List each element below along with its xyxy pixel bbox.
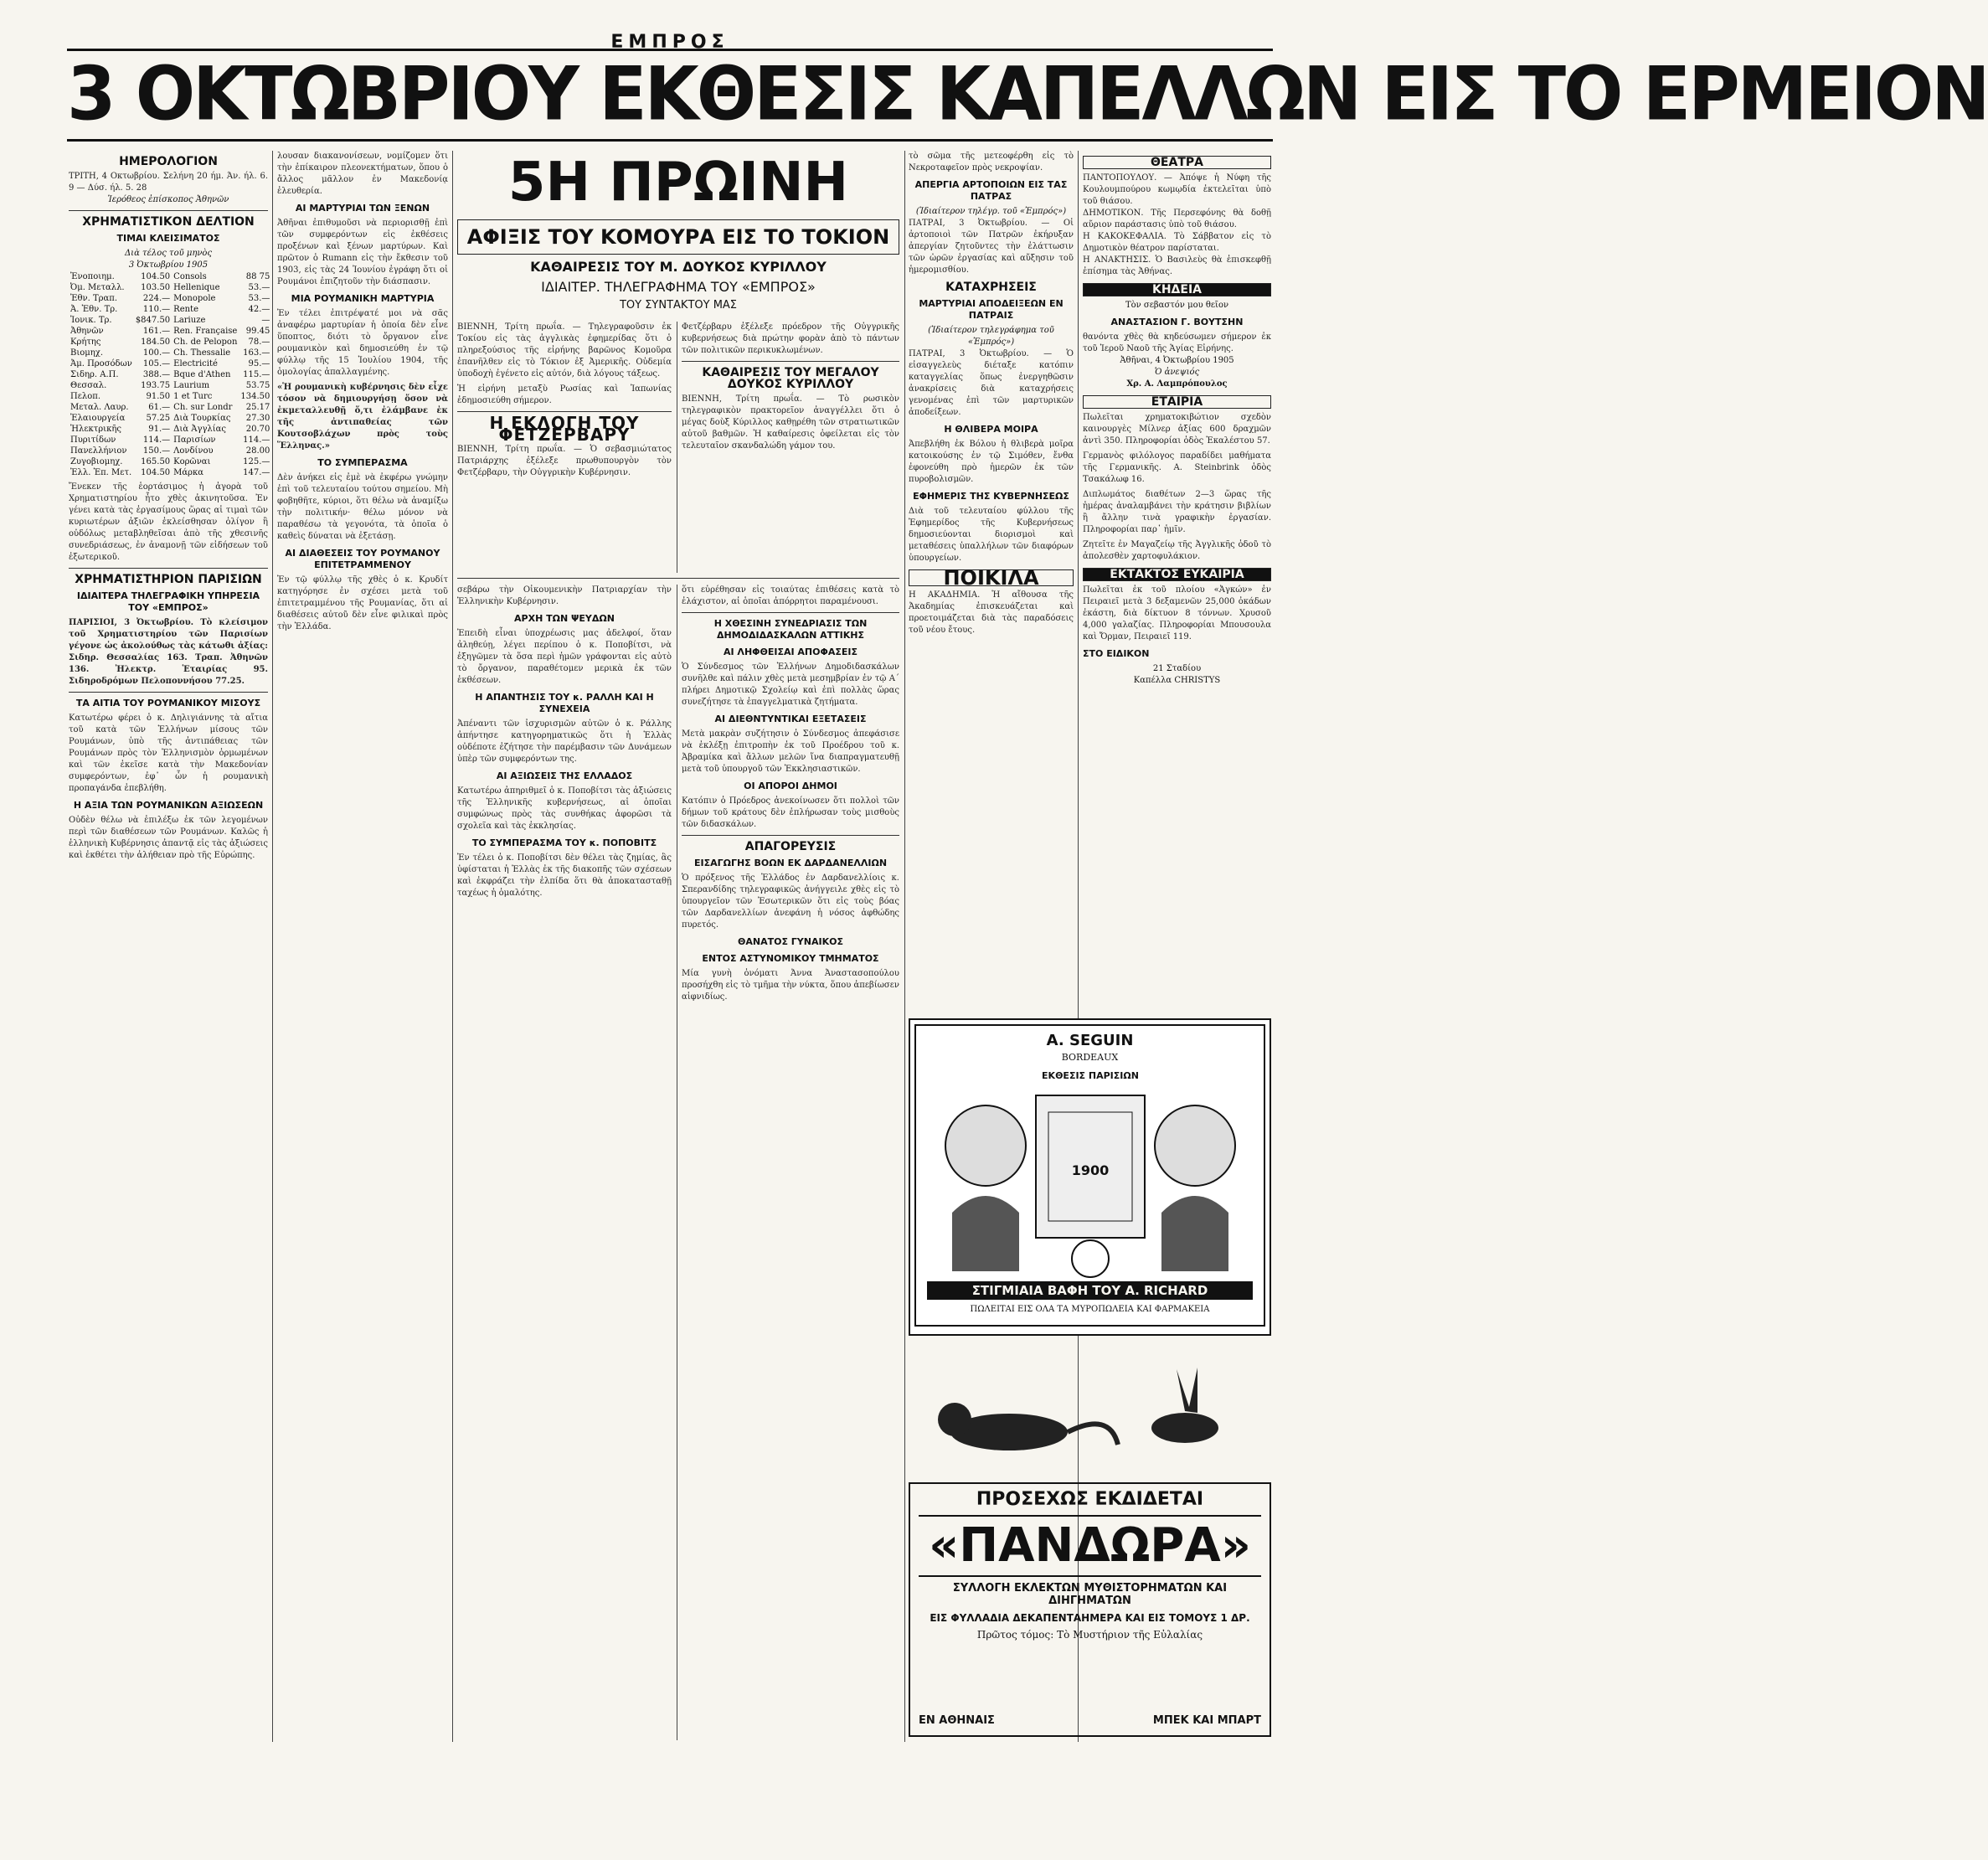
rates-cell: Παρισίων xyxy=(173,435,216,445)
col2-para-1: Ἀθῆναι ἐπιθυμοῦσι νὰ περιορισθῇ ἐπὶ τῶν συμφερόντων εἰς ἐκθέσεις προξένων καὶ ξένων μαρτύρων. Καὶ πρῶτον ὁ Rumann εἰς τὴν ἔκθεσιν τοῦ 1903, εἰς τὰς 24 Ἰουνίου ἐγράφη ὅτι οἱ Ρουμάνοι ἐπιζητοῦν τὴν διάσπασιν. xyxy=(277,219,448,286)
rates-row xyxy=(69,358,271,369)
theatra-title: ΘΕΑΤΡΑ xyxy=(1083,156,1271,169)
rates-cell: Ἐθν. Τραπ. xyxy=(70,294,118,303)
rates-cell: — xyxy=(261,316,270,325)
rates-row xyxy=(69,348,271,358)
rates-cell: 105.— xyxy=(142,359,171,368)
column-divider xyxy=(452,151,453,1742)
col3-para-2: Ἀπέναντι τῶν ἰσχυρισμῶν αὐτῶν ὁ κ. Ράλλης ἀπήντησε κατηγορηματικῶς ὅτι ἡ Ἑλλὰς οὐδέποτε ἐζήτησε τὴν παρέμβασιν τῶν Δυνάμεων ὑπὲρ τῶν συμφερόντων της. xyxy=(457,719,672,764)
center-rule xyxy=(457,578,899,579)
col5-para-5: Η ΑΚΑΔΗΜΙΑ. Ἡ αἴθουσα τῆς Ἀκαδημίας ἐπισκευάζεται καὶ προετοιμάζεται διὰ τὰς παραδόσεις τοῦ νέου ἔτους. xyxy=(909,590,1074,635)
divider xyxy=(682,361,899,362)
center-left-text-2: Ἡ εἰρήνη μεταξὺ Ρωσίας καὶ Ἰαπωνίας ἐδημοσιεύθη σήμερον. xyxy=(457,384,672,405)
rates-cell: 91.50 xyxy=(146,392,171,401)
rates-row xyxy=(69,456,271,467)
col4-heading-5: ΘΑΝΑΤΟΣ ΓΥΝΑΙΚΟΣ xyxy=(738,936,843,947)
rates-row xyxy=(69,413,271,424)
rates-cell: Hellenique xyxy=(173,283,220,292)
rates-cell: 388.— xyxy=(142,370,171,379)
headline: ΑΦΙΞΙΣ ΤΟΥ ΚΟΜΟΥΡΑ ΕΙΣ ΤΟ ΤΟΚΙΟΝ xyxy=(457,219,899,255)
rates-table xyxy=(69,271,271,478)
rates-cell: Monopole xyxy=(173,294,216,303)
center-right-text: Φετζέρβαρυ ἐξέλεξε πρόεδρον τῆς Οὐγγρικῆς κυβερνήσεως διὰ πρώτην φορὰν ἀπὸ τὸ πάντων τῶν πολιτικῶν περικυκλωμένων. xyxy=(682,322,899,355)
headline-big: 5Η ΠΡΩΙΝΗ xyxy=(507,152,849,214)
rates-cell: 99.45 xyxy=(245,327,270,336)
pandora-warning: ΠΡΟΣΕΧΩΣ ΕΚΔΙΔΕΤΑΙ xyxy=(976,1489,1204,1510)
divider xyxy=(69,568,268,569)
rates-cell: Διὰ Ἀγγλίας xyxy=(173,425,227,434)
rates-cell: Βιομηχ. xyxy=(70,348,104,358)
pandora-left: ΕΝ ΑΘΗΝΑΙΣ xyxy=(919,1714,995,1727)
etairia-title: ΕΤΑΙΡΙΑ xyxy=(1083,395,1271,409)
rates-cell: Ἀμ. Προσόδων xyxy=(70,359,132,368)
rates-cell: 150.— xyxy=(142,446,171,456)
rates-cell: Λονδίνου xyxy=(173,446,214,456)
column-5 xyxy=(909,151,1074,1005)
column-divider xyxy=(272,151,273,1742)
col5-para-1: ΠΑΤΡΑΙ, 3 Ὀκτωβρίου. — Οἱ ἀρτοποιοὶ τῶν Πατρῶν ἐκήρυξαν ἀπεργίαν ζητοῦντες τὴν ἐλάττωσιν τῶν ὡρῶν ἐργασίας καὶ αὔξησιν τοῦ ἡμερομισθίου. xyxy=(909,219,1074,275)
ad-place: BORDEAUX xyxy=(1061,1052,1119,1063)
rates-cell: 53.— xyxy=(248,283,270,292)
col4-heading-3: ΟΙ ΑΠΟΡΟΙ ΔΗΜΟΙ xyxy=(744,781,837,791)
calendar-text: ΤΡΙΤΗ, 4 Οκτωβρίου. Σελήνη 20 ήμ. Άν. ήλ. 6. 9 — Δύσ. ήλ. 5. 28 xyxy=(69,172,268,193)
col3-para-3: Κατωτέρω ἀπηριθμεῖ ὁ κ. Ποποβίτσι τὰς ἀξιώσεις τῆς Ἑλληνικῆς κυβερνήσεως, αἱ ὁποῖαι συμφώνως πρὸς τὰς συνθήκας ἀφορῶσι τὰ σχολεῖα καὶ τὰς ἐκκλησίας. xyxy=(457,786,672,831)
col5-para-4: Διὰ τοῦ τελευταίου φύλλου τῆς Ἐφημερίδος τῆς Κυβερνήσεως δημοσιεύονται διορισμοὶ καὶ μεταθέσεις ὑπαλλήλων τῶν διαφόρων ὑπουργείων. xyxy=(909,507,1074,563)
ad-brand: A. SEGUIN xyxy=(1046,1032,1134,1049)
col3-heading-4: ΤΟ ΣΥΜΠΕΡΑΣΜΑ ΤΟΥ κ. ΠΟΠΟΒΙΤΣ xyxy=(471,837,657,848)
rates-cell: 184.50 xyxy=(141,337,171,347)
pandora-right: ΜΠΕΚ ΚΑΙ ΜΠΑΡΤ xyxy=(1152,1714,1261,1727)
col5-heading-3: Η ΘΛΙΒΕΡΑ ΜΟΙΡΑ xyxy=(944,424,1038,435)
rates-row xyxy=(69,271,271,282)
col4-para-5: Μία γυνὴ ὀνόματι Ἀννα Ἀναστασοπούλου προσήχθη εἰς τὸ τμῆμα τὴν νύκτα, ὅπου ἀπεβίωσεν αἰφνιδίως. xyxy=(682,969,899,1002)
center-right xyxy=(682,322,899,573)
rates-cell: Ἀθηνῶν xyxy=(70,327,104,336)
rates-cell: Laurium xyxy=(173,381,210,390)
col2-para-4: Ἐν τῷ φύλλῳ τῆς χθὲς ὁ κ. Κρυδίτ κατηγόρησε ἐν σχέσει μετὰ τοῦ ἐπιτετραμμένου τῆς Ρουμανίας, ὅτι αἱ διαθέσεις αὐτοῦ δὲν εἶνε φιλικαὶ πρὸς τὴν Ἑλλάδα. xyxy=(277,575,448,631)
col3-para-1: Ἐπειδὴ εἶναι ὑποχρέωσις μας ἀδελφοί, ὅταν ἀληθεύῃ, λέγει περίπου ὁ κ. Ποποβίτσι, νὰ ἐξηγῶμεν τὰ ὅσα περὶ ἡμῶν γράφονται εἰς αὐτὸ τὸ ὄργανον, παραθέτομεν μερικὰ ἐκ τῶν ἐκθέσεων. xyxy=(457,629,672,685)
subhead-1: ΚΑΘΑΙΡΕΣΙΣ ΤΟΥ Μ. ΔΟΥΚΟΣ ΚΥΡΙΛΛΟΥ xyxy=(530,259,827,275)
rates-cell: 25.17 xyxy=(245,403,270,412)
diploma-text: Διπλωμάτος διαθέτων 2—3 ὥρας τῆς ἡμέρας ἀναλαμβάνει τὴν κράτησιν βιβλίων ἢ ἄλλην τινὰ γραφικὴν ἐργασίαν. Πληροφορίαι παρ᾽ ἡμῖν. xyxy=(1083,490,1271,534)
banner-bottom-rule xyxy=(67,139,1273,142)
col2-para-3: Δὲν ἀνήκει εἰς ἐμὲ νὰ ἐκφέρω γνώμην ἐπὶ τοῦ τελευταίου τούτου σημείου. Μὴ φοβηθῆτε, κύριοι, ὅτι θέλω νὰ ἀναμίξω τὴν πολιτικήν· θέλω μόνον νὰ παραθέσω τὰ γεγονότα, τὰ ὁποῖα ὁ καθεὶς δύναται νὰ ἐξετάσῃ. xyxy=(277,473,448,541)
banner-headline: 3 ΟΚΤΩΒΡΙΟΥ ΕΚΘΕΣΙΣ ΚΑΠΕΛΛΩΝ ΕΙΣ ΤΟ ΕΡΜΕΙΟΝ xyxy=(67,50,1988,137)
rates-cell: Ἐνοποιημ. xyxy=(70,272,115,281)
rates-row xyxy=(69,337,271,348)
rates-row xyxy=(69,446,271,456)
col2-heading-4: ΑΙ ΔΙΑΘΕΣΕΙΣ ΤΟΥ ΡΟΥΜΑΝΟΥ ΕΠΙΤΕΤΡΑΜΜΕΝΟΥ xyxy=(285,548,440,570)
column-divider xyxy=(904,151,905,1742)
pandora-sub-3: Πρῶτος τόμος: Τὸ Μυστήριον τῆς Εὐλαλίας xyxy=(976,1629,1203,1641)
rates-cell: 27.30 xyxy=(245,414,270,423)
paris-text: ΠΑΡΙΣΙΟΙ, 3 Ὀκτωβρίου. Τὸ κλείσιμον τοῦ Χρηματιστηρίου τῶν Παρισίων γέγονε ὡς ἀκολούθως τὰς κάτωθι ἀξίας: Σιδηρ. Θεσσαλίας 163. Τραπ. Ἀθηνῶν 136. Ἠλεκτρ. Ἑταιρίας 95. Σιδηροδρόμων Πελοποννήσου 77.25. xyxy=(69,618,268,686)
masthead: ΕΜΠΡΟΣ xyxy=(610,32,729,53)
cat-illustration-svg xyxy=(909,1344,1271,1470)
rates-cell: Rente xyxy=(173,305,198,314)
col2-para-2: Ἐν τέλει ἐπιτρέψατέ μοι νὰ σᾶς ἀναφέρω μαρτυρίαν ἡ ὁποία δὲν εἶνε ὕποπτος, διότι τὸ ὄργανον εἶνε ρουμανικὸν καὶ δημοσιεύθη ἐν τῷ φύλλῳ τῆς 15 Ἰουλίου 1904, τῆς ὁμολογίας ἀπαλλαγμένης. xyxy=(277,309,448,377)
rates-row xyxy=(69,282,271,293)
pandora-sub-2: ΕΙΣ ΦΥΛΛΑΔΙΑ ΔΕΚΑΠΕΝΤΑΗΜΕΡΑ ΚΑΙ ΕΙΣ ΤΟΜΟΥΣ 1 ΔΡ. xyxy=(930,1612,1250,1624)
rates-cell: 161.— xyxy=(142,327,171,336)
rates-row xyxy=(69,435,271,446)
opportunity-text: Πωλεῖται ἐκ τοῦ πλοίου «Ἀγκών» ἐν Πειραιεῖ μετὰ 3 δεξαμενῶν 25,000 ὀκάδων ἐκάστη, διὰ δίκτυον 8 τόννων. Χρυσοῦ 4,000 γαλαζίας. Πληροφορίαι Μπουσουλα καὶ Ὄρμαν, Πειραιεῖ 119. xyxy=(1083,585,1271,641)
eidikon-title: ΣΤΟ ΕΙΔΙΚΟΝ xyxy=(1083,648,1150,659)
col4-intro: ὅτι εὑρέθησαν εἰς τοιαύτας ἐπιθέσεις κατὰ τὸ ἐλάχιστον, αἱ ὁποῖαι ἀπόρρητοι παραμένουσι. xyxy=(682,585,899,606)
kath-title: ΚΑΘΑΙΡΕΣΙΣ ΤΟΥ ΜΕΓΑΛΟΥ ΔΟΥΚΟΣ ΚΥΡΙΛΛΟΥ xyxy=(702,366,879,391)
rates-cell: 20.70 xyxy=(245,425,270,434)
divider xyxy=(69,692,268,693)
rates-cell: 224.— xyxy=(142,294,171,303)
rates-cell: 78.— xyxy=(248,337,270,347)
value-text: Οὐδὲν θέλω νὰ ἐπιλέξω ἐκ τῶν λεγομένων περὶ τῶν διαθέσεων τῶν Ρουμάνων. Καλῶς ἡ ἑλληνικὴ Κυβέρνησις ἀπαντᾷ εἰς τὰς ἀξιώσεις καὶ ἐκθέτει τὴν ἀλήθειαν πρὸ τῆς Εὐρώπης. xyxy=(69,816,268,860)
rates-row xyxy=(69,326,271,337)
col5-para-3: Ἀπεβλήθη ἐκ Βόλου ἡ θλιβερὰ μοῖρα κατοικούσης ἐν τῷ Σιμόθεν, ἔνθα ἐφονεύθη πρὸ ἡμερῶν ἐκ τῶν πυροβολισμῶν. xyxy=(909,440,1074,484)
divider xyxy=(682,612,899,613)
rates-cell: 110.— xyxy=(142,305,171,314)
col4-para-4: Ὁ πρόξενος τῆς Ἑλλάδος ἐν Δαρδανελλίοις κ. Σπερανδίδης τηλεγραφικῶς ἀνήγγειλε χθὲς εἰς τὸ ὑπουργεῖον τῶν Ἐσωτερικῶν ὅτι εἰς τοὺς βόας τῶν Δαρδανελλίων ἀνεφάνη ἡ νόσος ἀφθώδης πυρετός. xyxy=(682,873,899,930)
column-6 xyxy=(1083,151,1271,1005)
rates-cell: Electricité xyxy=(173,359,218,368)
subhead-3: ΤΟΥ ΣΥΝΤΑΚΤΟΥ ΜΑΣ xyxy=(619,299,738,312)
exchange-text: Ἔνεκεν τῆς ἑορτάσιμος ἡ ἀγορὰ τοῦ Χρηματιστηρίου ἦτο χθὲς ἀκινητοῦσα. Ἐν γένει κατὰ τὰς ἐργασίμους ὥρας αἱ τιμαὶ τῶν κυριωτέρων ἀξιῶν ἐκλείσθησαν ὀλίγον ἢ οὐδόλως μεταβληθεῖσαι ἀπὸ τῆς χθεσινῆς συνεδριάσεως, ἐν ἀναμονῇ τῶν εἰδήσεων τοῦ ἐξωτερικοῦ. xyxy=(69,482,268,562)
rates-cell: 165.50 xyxy=(141,457,171,466)
romania-title: ΤΑ ΑΙΤΙΑ ΤΟΥ ΡΟΥΜΑΝΙΚΟΥ ΜΙΣΟΥΣ xyxy=(75,698,261,708)
eidikon-text: 21 Σταδίου xyxy=(1152,664,1202,673)
col4-heading-1b: ΑΙ ΛΗΦΘΕΙΣΑΙ ΑΠΟΦΑΣΕΙΣ xyxy=(724,647,858,657)
fetz-title: Η ΕΚΛΟΓΗ ΤΟΥ ΦΕΤΖΕΡΒΑΡΥ xyxy=(489,413,640,445)
rates-cell: 103.50 xyxy=(141,283,171,292)
rates-cell: Κορῶναι xyxy=(173,457,211,466)
calendar-note: Ἱερόθεος ἐπίσκοπος Ἀθηνῶν xyxy=(107,195,229,204)
rates-cell: Διὰ Τουρκίας xyxy=(173,414,231,423)
col3-heading-2: Η ΑΠΑΝΤΗΣΙΣ ΤΟΥ κ. ΡΑΛΛΗ ΚΑΙ Η ΣΥΝΕΧΕΙΑ xyxy=(475,692,654,714)
rates-cell: Κρήτης xyxy=(70,337,101,347)
fetz-text: ΒΙΕΝΝΗ, Τρίτη πρωΐα. — Ὁ σεβασμιώτατος Πατριάρχης ἐξέλεξε πρωθυπουργὸν τὸν Φετζέρβαρυ, τὴν Οὐγγρικὴν Κυβέρνησιν. xyxy=(457,445,672,477)
col4-para-1: Ὁ Σύνδεσμος τῶν Ἑλλήνων Δημοδιδασκάλων συνῆλθε καὶ πάλιν χθὲς μετὰ μεσημβρίαν ἐν τῷ Α΄ πλήρει Δημοτικῷ Σχολείῳ καὶ ἐπὶ πολλὰς ὥρας συνεζήτησε τὰ ἐπαγγελματικὰ ζητήματα. xyxy=(682,662,899,707)
column-3 xyxy=(457,585,672,1740)
rates-cell: Ch. de Pelopon xyxy=(173,337,238,347)
divider xyxy=(682,835,899,836)
etairia-text: Πωλεῖται χρηματοκιβώτιον σχεδὸν καινουργὲς Μίλνερ ἀξίας 600 δραχμῶν ἀντὶ 350. Πληροφορίαι ὁδὸς Ἑκαλέστου 57. xyxy=(1083,413,1271,446)
rates-cell: 1 et Turc xyxy=(173,392,213,401)
rates-cell: Ἀ. Ἐθν. Τρ. xyxy=(70,305,118,314)
hair-dye-ad xyxy=(909,1013,1271,1336)
eidikon-text-2: Καπέλλα CHRISTYS xyxy=(1133,676,1221,685)
value-title: Η ΑΞΙΑ ΤΩΝ ΡΟΥΜΑΝΙΚΩΝ ΑΞΙΩΣΕΩΝ xyxy=(73,800,264,811)
rates-row xyxy=(69,293,271,304)
rates-cell: Ἠλεκτρικῆς xyxy=(70,425,121,434)
col4-heading-4b: ΕΙΣΑΓΩΓΗΣ ΒΟΩΝ ΕΚ ΔΑΡΔΑΝΕΛΛΙΩΝ xyxy=(693,858,888,868)
lost-text: Ζητεῖτε ἐν Μαγαζείῳ τῆς Ἀγγλικῆς ὁδοῦ τὸ ἀπολεσθὲν χαρτοφυλάκιον. xyxy=(1083,540,1271,561)
funeral-text: θανόντα χθὲς θὰ κηδεύσωμεν σήμερον ἐκ τοῦ Ἱεροῦ Ναοῦ τῆς Ἁγίας Εἰρήνης. xyxy=(1083,332,1271,353)
funeral-title: ΚΗΔΕΙΑ xyxy=(1083,283,1271,296)
rates-row xyxy=(69,304,271,315)
theatra-para-4: Η ΑΝΑΚΤΗΣΙΣ. Ὁ Βασιλεὺς θὰ ἐπισκεφθῇ ἐπίσημα τὰς Ἀθήνας. xyxy=(1083,255,1271,276)
col4-heading-1: Η ΧΘΕΣΙΝΗ ΣΥΝΕΔΡΙΑΣΙΣ ΤΩΝ ΔΗΜΟΔΙΔΑΣΚΑΛΩΝ ΑΤΤΙΚΗΣ xyxy=(713,618,868,641)
rates-cell: Πελοπ. xyxy=(70,392,101,401)
col3-heading-1: ΑΡΧΗ ΤΩΝ ΨΕΥΔΩΝ xyxy=(514,613,615,624)
column-1 xyxy=(69,151,268,1742)
rates-cell: Ren. Française xyxy=(173,327,238,336)
rates-cell: 163.— xyxy=(243,348,270,358)
rates-cell: Ἰονικ. Τρ. xyxy=(70,316,112,325)
rates-cell: 147.— xyxy=(243,468,270,477)
rates-cell: Ὀμ. Μεταλλ. xyxy=(70,283,125,292)
rates-cell: Bque d'Athen xyxy=(173,370,231,379)
rates-cell: 193.75 xyxy=(141,381,171,390)
col2-heading-1: ΑΙ ΜΑΡΤΥΡΙΑΙ ΤΩΝ ΞΕΝΩΝ xyxy=(295,203,430,214)
romania-text: Κατωτέρω φέρει ὁ κ. Δηλιγιάννης τὰ αἴτια τοῦ κατὰ τῶν Ἑλλήνων μίσους τῶν Ρουμάνων, ὑπὸ τῆς ἀντιπάθειας τῶν Ρουμάνων πρὸς τὸν Ἑλληνισμὸν ὁρμωμένων καὶ τῶν ἐκεῖσε κατὰ τὴν Μακεδονίαν συμφερόντων, ἐφ᾽ ὧν ἡ ρουμανικὴ προπαγάνδα ἐπεβλήθη. xyxy=(69,714,268,793)
theatra-para-1: ΠΑΝΤΟΠΟΥΛΟΥ. — Ἀπόψε ἡ Νύφη τῆς Κουλουμπούρου κωμῳδία ἐκτελεῖται ὑπὸ τοῦ θιάσου. xyxy=(1083,173,1271,206)
theatra-para-2: ΔΗΜΟΤΙΚΟΝ. Τῆς Περσεφόνης θὰ δοθῇ αὔριον παράστασις ὑπὸ τοῦ θιάσου. xyxy=(1083,209,1271,229)
exchange-title: ΧΡΗΜΑΤΙΣΤΙΚΟΝ ΔΕΛΤΙΟΝ xyxy=(82,215,255,229)
rates-cell: 125.— xyxy=(243,457,270,466)
center-left xyxy=(457,322,672,573)
divider xyxy=(69,210,268,211)
center-left-text: ΒΙΕΝΝΗ, Τρίτη πρωΐα. — Τηλεγραφοῦσιν ἐκ Τοκίου εἰς τὰς ἀγγλικὰς ἐφημερίδας ὅτι ὁ πληρεξούσιος τῆς εἰρήνης βαρῶνος Κομοῦρα ἐπανῆλθεν εἰς τὸ Τόκιον ἐξ Ἀμερικῆς. Οὐδεμία ὑποδοχὴ ἐγένετο εἰς αὐτόν, διὰ λόγους τάξεως. xyxy=(457,322,672,379)
exchange-subtitle: ΤΙΜΑΙ ΚΛΕΙΣΙΜΑΤΟΣ xyxy=(116,233,220,244)
ad-year: 1900 xyxy=(1071,1162,1110,1178)
rates-cell: Μάρκα xyxy=(173,468,204,477)
rates-cell: Σιδηρ. Α.Π. xyxy=(70,370,119,379)
kath-text: ΒΙΕΝΝΗ, Τρίτη πρωΐα. — Τὸ ρωσικὸν τηλεγραφικὸν πρακτορεῖον ἀναγγέλλει ὅτι ὁ μέγας δοὺξ Κύριλλος καθῃρέθη τῶν στρατιωτικῶν αὐτοῦ βαθμῶν. Ἡ καθαίρεσις ὀφείλεται εἰς τὸν τελευταῖον σκανδαλώδη γάμον του. xyxy=(682,394,899,451)
col5-source-1: (Ἰδιαίτερον τηλέγρ. τοῦ «Ἐμπρός») xyxy=(915,207,1067,216)
rates-cell: Ἐλλ. Ἐπ. Μετ. xyxy=(70,468,132,477)
col3-intro: σεβάρω τὴν Οἰκουμενικὴν Πατριαρχίαν τὴν Ἑλληνικὴν Κυβέρνησιν. xyxy=(457,585,672,606)
col4-para-3: Κατόπιν ὁ Πρόεδρος ἀνεκοίνωσεν ὅτι πολλοὶ τῶν δήμων τοῦ κράτους δὲν ἐπλήρωσαν τοὺς μισθοὺς τῶν διδασκάλων. xyxy=(682,796,899,829)
rates-cell: Πυριτίδων xyxy=(70,435,116,445)
paris-title: ΧΡΗΜΑΤΙΣΤΗΡΙΟΝ ΠΑΡΙΣΙΩΝ xyxy=(75,573,262,586)
rates-cell: 42.— xyxy=(248,305,270,314)
rates-cell: 28.00 xyxy=(245,446,270,456)
rates-cell: 88 75 xyxy=(245,272,270,281)
exchange-date: 3 Ὀκτωβρίου 1905 xyxy=(128,260,209,270)
col5-heading-4: ΕΦΗΜΕΡΙΣ ΤΗΣ ΚΥΒΕΡΝΗΣΕΩΣ xyxy=(913,491,1069,502)
german-text: Γερμανὸς φιλόλογος παραδίδει μαθήματα τῆς Γερμανικῆς. Α. Steinbrink ὁδὸς Τσακάλωφ 16. xyxy=(1083,451,1271,484)
divider xyxy=(457,411,672,412)
pandora-ad xyxy=(909,1482,1271,1737)
col2-heading-2: ΜΙΑ ΡΟΥΜΑΝΙΚΗ ΜΑΡΤΥΡΙΑ xyxy=(291,293,435,304)
funeral-date: Ἀθῆναι, 4 Ὀκτωβρίου 1905 xyxy=(1120,356,1234,365)
rates-cell: 53.75 xyxy=(245,381,270,390)
rates-cell: Ζυγοβιομηχ. xyxy=(70,457,123,466)
poikila-heading: ΠΟΙΚΙΛΑ xyxy=(909,569,1074,586)
rates-cell: 95.— xyxy=(248,359,270,368)
rates-cell: 104.50 xyxy=(141,468,171,477)
rates-row xyxy=(69,424,271,435)
calendar-title: ΗΜΕΡΟΛΟΓΙΟΝ xyxy=(119,155,218,168)
rates-cell: Μεταλ. Λαυρ. xyxy=(70,403,129,412)
rates-cell: 114.— xyxy=(142,435,171,445)
funeral-signer: Χρ. Α. Λαμπρόπουλος xyxy=(1126,379,1228,389)
rates-cell: 91.— xyxy=(148,425,171,434)
col3-para-4: Ἐν τέλει ὁ κ. Ποποβίτσι δὲν θέλει τὰς ζημίας, ἃς ὑφίσταται ἡ Ἑλλὰς ἐκ τῆς διακοπῆς τῶν σχέσεων καὶ ἐκφράζει τὴν ἐλπίδα ὅτι θὰ ἀποκατασταθῇ ταχέως ἡ ὁμαλότης. xyxy=(457,853,672,898)
column-4 xyxy=(682,585,899,1740)
col5-heading-2: ΚΑΤΑΧΡΗΣΕΙΣ xyxy=(945,281,1037,294)
rates-cell: Ἐλαιουργεία xyxy=(70,414,126,423)
opportunity-title: ΕΚΤΑΚΤΟΣ ΕΥΚΑΙΡΙΑ xyxy=(1083,568,1271,581)
col5-para-2: ΠΑΤΡΑΙ, 3 Ὀκτωβρίου. — Ὁ εἰσαγγελεὺς διέταξε κατόπιν καταγγελίας ὅπως ἐνεργηθῶσιν ἀνακρίσεις διὰ καταχρήσεις γενομένας ἐπὶ τῶν μαρτυρικῶν ἀποδείξεων. xyxy=(909,349,1074,417)
rates-cell: Ch. sur Londr xyxy=(173,403,233,412)
rates-cell: Πανελλήνιον xyxy=(70,446,127,456)
rates-cell: 57.25 xyxy=(146,414,171,423)
pandora-title: «ΠΑΝΔΩΡΑ» xyxy=(919,1515,1261,1577)
rates-row xyxy=(69,380,271,391)
col2-heading-3: ΤΟ ΣΥΜΠΕΡΑΣΜΑ xyxy=(317,457,408,468)
rates-cell: 104.50 xyxy=(141,272,171,281)
rates-cell: 115.— xyxy=(243,370,270,379)
col4-heading-5b: ΕΝΤΟΣ ΑΣΤΥΝΟΜΙΚΟΥ ΤΜΗΜΑΤΟΣ xyxy=(702,953,879,964)
rates-cell: Lariuze xyxy=(173,316,206,325)
subhead-2: ΙΔΙΑΙΤΕΡ. ΤΗΛΕΓΡΑΦΗΜΑ ΤΟΥ «ΕΜΠΡΟΣ» xyxy=(541,279,816,295)
rates-cell: Consols xyxy=(173,272,207,281)
ad-illustration xyxy=(909,1018,1271,1336)
rates-cell: 61.— xyxy=(148,403,171,412)
rates-cell: 100.— xyxy=(142,348,171,358)
col4-para-2: Μετὰ μακρὰν συζήτησιν ὁ Σύνδεσμος ἀπεφάσισε νὰ ἐκλέξῃ ἐπιτροπὴν ἐκ τοῦ Προέδρου τοῦ κ. Ἀβραμίκα καὶ ἄλλων μελῶν ἵνα διαπραγματευθῇ μετὰ τοῦ ὑπουργοῦ τῶν Ἐκκλησιαστικῶν. xyxy=(682,729,899,774)
col5-source-2: (Ἰδιαίτερον τηλεγράφημα τοῦ «Ἐμπρός») xyxy=(928,326,1054,347)
col2-intro: λουσαν διακανονίσεων, νομίζομεν ὅτι τὴν ἐπίκαιρον πλεονεκτήματων, ὅπου ὁ ἄλλος μᾶλλον ἐν Μακεδονίᾳ ἐλευθερία. xyxy=(277,152,448,196)
theatra-para-3: Η ΚΑΚΟΚΕΦΑΛΙΑ. Τὸ Σάββατον εἰς τὸ Δημοτικὸν θέατρον παρίσταται. xyxy=(1083,232,1271,253)
rates-row xyxy=(69,369,271,380)
col3-heading-3: ΑΙ ΑΞΙΩΣΕΙΣ ΤΗΣ ΕΛΛΑΔΟΣ xyxy=(496,770,633,781)
paris-subtitle: ΙΔΙΑΙΤΕΡΑ ΤΗΛΕΓΡΑΦΙΚΗ ΥΠΗΡΕΣΙΑ ΤΟΥ «ΕΜΠΡΟΣ» xyxy=(76,590,260,613)
funeral-name: ΑΝΑΣΤΑΣΙΟΝ Γ. ΒΟΥΤΣΗΝ xyxy=(1110,317,1244,327)
rates-cell: Θεσσαλ. xyxy=(70,381,107,390)
ad-expo: ΕΚΘΕΣΙΣ ΠΑΡΙΣΙΩΝ xyxy=(1042,1070,1139,1081)
rates-cell: $847.50 xyxy=(135,316,171,325)
rates-cell: 114.— xyxy=(243,435,270,445)
rates-row xyxy=(69,402,271,413)
decorative-illustration xyxy=(909,1344,1271,1470)
rates-row xyxy=(69,391,271,402)
col5-heading-2b: ΜΑΡΤΥΡΙΑΙ ΑΠΟΔΕΙΞΕΩΝ ΕΝ ΠΑΤΡΑΙΣ xyxy=(919,298,1064,321)
rates-cell: 134.50 xyxy=(240,392,270,401)
column-2 xyxy=(277,151,448,1742)
rates-cell: 53.— xyxy=(248,294,270,303)
col4-heading-4: ΑΠΑΓΟΡΕΥΣΙΣ xyxy=(744,840,837,853)
rates-row xyxy=(69,315,271,326)
col5-heading-1: ΑΠΕΡΓΙΑ ΑΡΤΟΠΟΙΩΝ ΕΙΣ ΤΑΣ ΠΑΤΡΑΣ xyxy=(914,179,1068,202)
col2-quote: «Ἡ ρουμανικὴ κυβέρνησις δὲν εἶχε τόσον νὰ δημιουργήσῃ ὅσον νὰ ἐκμεταλλευθῇ ὅ,τι ἐλάμβανε ἐκ τῆς ἀντιπαθείας τῶν Κουτσοβλάχων πρὸς τοὺς Ἕλληνας.» xyxy=(277,383,448,451)
col5-intro: τὸ σῶμα τῆς μετεοφέρθη εἰς τὸ Νεκροταφεῖον πρὸς νεκροψίαν. xyxy=(909,152,1074,173)
ad-sellers: ΠΩΛΕΙΤΑΙ ΕΙΣ ΟΛΑ ΤΑ ΜΥΡΟΠΩΛΕΙΑ ΚΑΙ ΦΑΡΜΑΚΕΙΑ xyxy=(970,1305,1210,1314)
pandora-sub: ΣΥΛΛΟΓΗ ΕΚΛΕΚΤΩΝ ΜΥΘΙΣΤΟΡΗΜΑΤΩΝ ΚΑΙ ΔΙΗΓΗΜΑΤΩΝ xyxy=(952,1582,1228,1607)
rates-cell: Ch. Thessalie xyxy=(173,348,231,358)
rates-row xyxy=(69,467,271,478)
ad-caption: ΣΤΙΓΜΙΑΙΑ ΒΑΦΗ ΤΟΥ Α. RICHARD xyxy=(927,1281,1253,1300)
funeral-intro: Τὸν σεβαστόν μου θεῖον xyxy=(1125,301,1229,310)
exchange-subtitle-2: Διὰ τέλος τοῦ μηνὸς xyxy=(124,249,213,258)
col4-heading-2: ΑΙ ΔΙΕΘΝΤΥΝΤΙΚΑΙ ΕΞΕΤΑΣΕΙΣ xyxy=(714,714,867,724)
funeral-sign: Ὁ ἀνεψιός xyxy=(1154,368,1200,377)
